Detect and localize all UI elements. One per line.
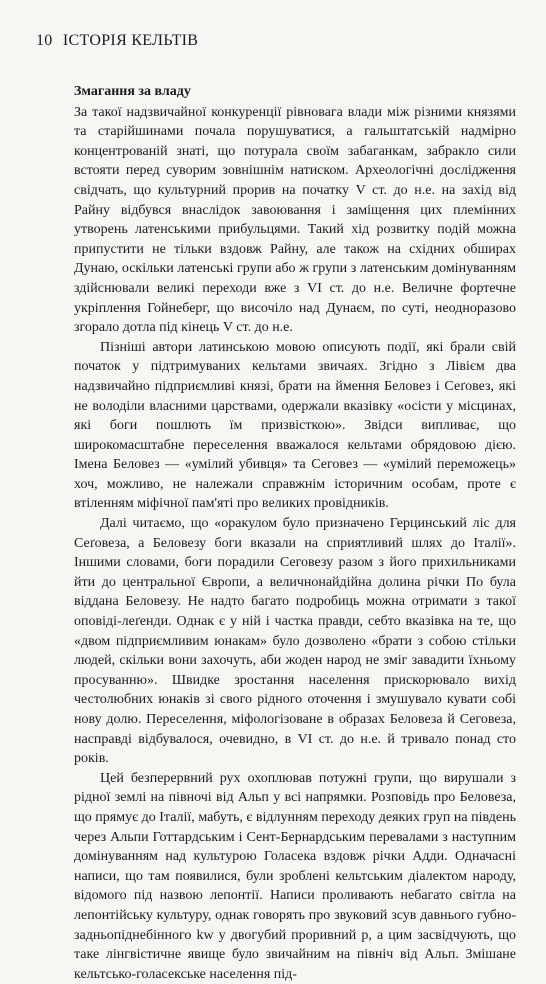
paragraph-1: За такої надзвичайної конкуренції рівновага влади між різними князями та старійшинами почала порушуватися, а гальштатській надмірно концентрованій знаті, що потурала своїм забаганкам, забракло сили встояти перед суворим зовнішнім натиском. Археологічні дослідження свідчать, що культурний прорив на початку V ст. до н.е. на захід від Райну відбувся внаслідок завоювання і заміщення цих племінних утворень латенськими прибульцями. Такий хід розвитку подій можна припустити не тільки вздовж Райну, але також на східних обширах Дунаю, оскільки латенські групи або ж групи з латенським домінуванням здійснювали великі переходи вже з VI ст. до н.е. Величне фортечне укріплення Гойнеберг, що височіло над Дунаєм, по суті, неодноразово згорало дотла під кінець V ст. до н.е.: [74, 104, 516, 336]
paragraph-2: Пізніші автори латинською мовою описують події, які брали свій початок у підтримуваних кельтами звичаях. Згідно з Лівієм два надзвичайно підприємливі князі, брати на ймення Беловез і Сеґовез, які не володіли власними царствами, одержали вказівку «осісти у місцинах, які боги пошлють їм призвісткою». Звідси випливає, що широкомасштабне переселення вважалося кельтами обрядовою дією. Імена Беловез — «умілий убивця» та Сеговез — «умілий переможець» хоч, можливо, не належали справжнім історичним особам, проте є втіленням міфічної пам'яті про великих провідників.: [74, 339, 516, 512]
main-text: [74, 82, 516, 984]
paragraph-4: Цей безперервний рух охоплював потужні групи, що вирушали з рідної землі на півночі від Альп у всі напрямки. Розповідь про Беловеза, що прямує до Італії, мабуть, є відлунням переходу деяких груп на південь через Альпи Готтардським і Сент-Бернардським перевалами з наступним домінуванням над культурою Голасека вздовж річки Адди. Одначасні написи, що там появилися, були зроблені кельтським діалектом народу, відомого під назвою лепонтії. Написи проливають небагато світла на лепонтійську культуру, однак говорять про звуковий зсув давнього губно-задньопіднебінного kw у двогубий проривний p, а цим засвідчують, що таке лінгвістичне явище було звичайним на північ від Альп. Змішане кельтсько-голасекське населення під-: [74, 770, 516, 982]
book-title: ІСТОРІЯ КЕЛЬТІВ: [62, 32, 199, 49]
paragraph-3: Далі читаємо, що «оракулом було призначено Герцинський ліс для Сеґовеза, а Беловезу боги вказали на сприятливий шлях до Італії». Іншими словами, боги порадили Сеговезу разом з його прихильниками йти до центральної Європи, а величнонайдійна долина річки По була віддана Беловезу. Не надто багато подробиць можна отримати з такої оповіді-леґенди. Однак є у ній і частка правди, себто вказівка на те, що «двом підприємливим юнакам» було дозволено «брати з собою стільки людей, скільки вони захочуть, аби жоден народ не зміг завадити їхньому просуванню». Швидке зростання населення прискорювало вихід честолюбних юнаків зі свого рідного оточення і змушувало кувати собі нову долю. Переселення, міфологізоване в образах Беловеза й Сеговеза, насправді відбувалося, очевидно, в VI ст. до н.е. й тривало понад сто років.: [74, 516, 516, 767]
running-header: [36, 32, 198, 50]
section-heading: Змагання за владу: [74, 84, 191, 99]
page-number: 10: [36, 32, 53, 49]
